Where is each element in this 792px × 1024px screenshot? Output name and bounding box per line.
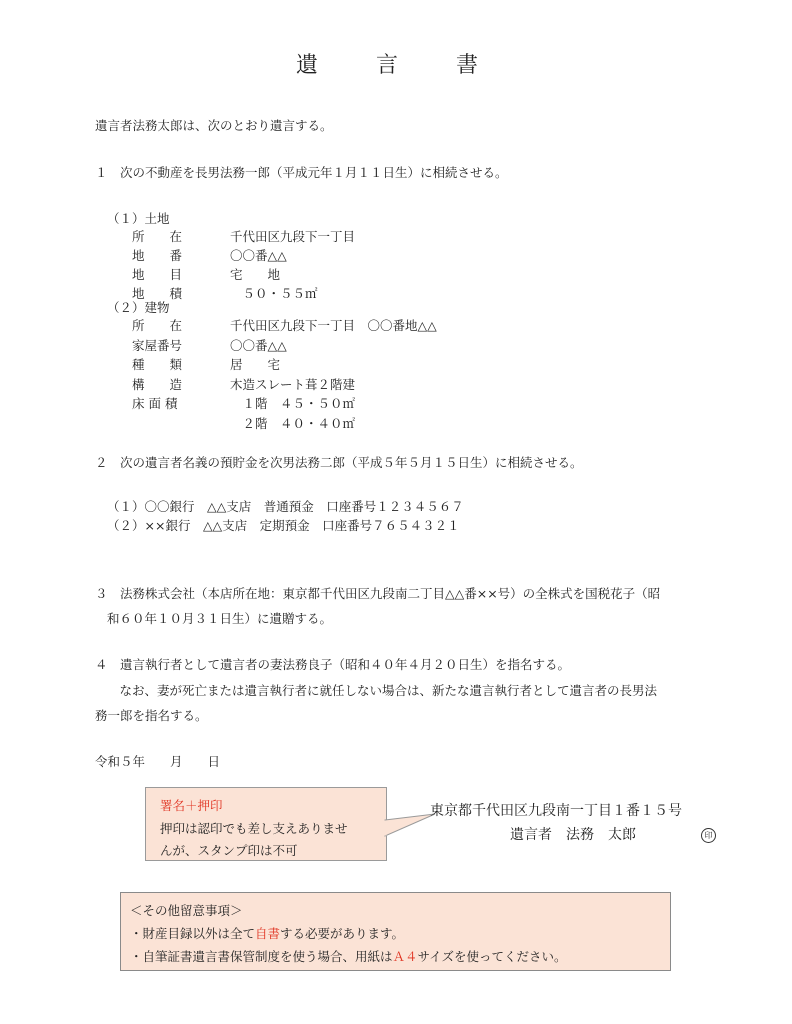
land-label: （１）土地 [107,211,170,226]
land-table [132,227,355,303]
callout-line2: んが、スタンプ印は不可 [160,843,298,858]
land-row: 地 番 〇〇番△△ [132,248,287,263]
notes-heading: ＜その他留意事項＞ [130,903,243,918]
callout-line1: 押印は認印でも差し支えありませ [160,821,348,836]
building-row: ２階 ４０・４０㎡ [230,415,356,431]
section1-heading: １ 次の不動産を長男法務一郎（平成元年１月１１日生）に相続させる。 [95,165,508,180]
section2-heading: ２ 次の遺言者名義の預貯金を次男法務二郎（平成５年５月１５日生）に相続させる。 [95,455,583,470]
signature-address: 東京都千代田区九段南一丁目１番１５号 [430,803,682,819]
section4-line3: 務一郎を指名する。 [95,708,208,723]
land-row: 地 目 宅 地 [132,267,281,282]
account-line: （１）〇〇銀行 △△支店 普通預金 口座番号１２３４５６７ [107,499,464,514]
building-row: 家屋番号 〇〇番△△ [132,337,287,353]
section3-line1: ３ 法務株式会社（本店所在地：東京都千代田区九段南二丁目△△番××号）の全株式を国税花子（昭 [95,586,661,601]
building-row: 床 面 積 １階 ４５・５０㎡ [132,396,356,412]
building-table [132,316,437,434]
land-row: 地 積 ５０・５５㎡ [132,286,318,301]
section3-line2: 和６０年１０月３１日生）に遺贈する。 [107,611,333,626]
building-row: 所 在 千代田区九段下一丁目 〇〇番地△△ [132,318,437,333]
building-row: 種 類 居 宅 [132,357,281,373]
signature-name: 遺言者 法務 太郎 [510,827,636,843]
land-row: 所 在 千代田区九段下一丁目 [132,229,356,244]
building-label: （２）建物 [107,300,170,315]
intro-line: 遺言者法務太郎は、次のとおり遺言する。 [95,118,333,133]
account-line: （２）××銀行 △△支店 定期預金 口座番号７６５４３２１ [107,518,460,533]
notes-item-1: ・財産目録以外は全て自書する必要があります。 [130,926,405,941]
section4-line2: なお、妻が死亡または遺言執行者に就任しない場合は、新たな遺言執行者として遺言者の長男法 [107,683,658,698]
section4-line1: ４ 遺言執行者として遺言者の妻法務良子（昭和４０年４月２０日生）を指名する。 [95,657,571,672]
callout-title: 署名＋押印 [160,798,223,813]
date-line: 令和５年 月 日 [95,754,221,769]
notes-item-2: ・自筆証書遺言書保管制度を使う場合、用紙はＡ４サイズを使ってください。 [130,949,567,964]
document-title: 遺 言 書 [295,53,496,78]
seal-icon: 印 [701,826,716,843]
building-row: 構 造 木造スレート葺２階建 [132,376,356,392]
